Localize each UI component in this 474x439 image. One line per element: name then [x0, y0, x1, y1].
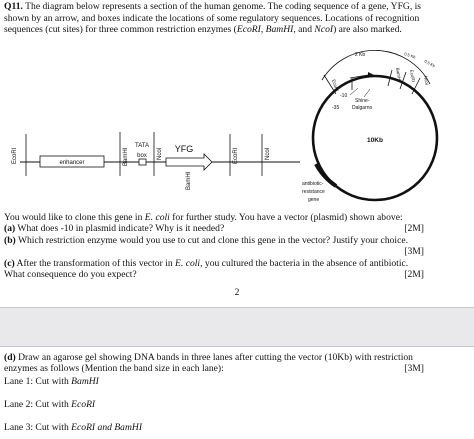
antibiotic-label-2: resistance — [302, 189, 325, 195]
site-label-bamhi-2: BamHI — [186, 171, 192, 190]
question-number: Q11. — [4, 1, 23, 12]
question-d-text-1: Draw an agarose gel showing DNA bands in three lanes after cutting the vector (10Kb) with restriction — [15, 352, 413, 363]
question-d-text-2: enzymes as follows (Mention the band size in each lane): — [4, 363, 224, 375]
intro-line-2: shown by an arrow, and boxes indicate the locations of some regulatory sequences. Locations of recognition — [4, 12, 420, 24]
shine-pointer — [364, 89, 370, 97]
plasmid-site-bamhi: BamHI — [395, 67, 403, 82]
question-c-line-2 — [4, 269, 470, 280]
tata-box — [139, 159, 146, 165]
question-d-label: (d) — [4, 352, 16, 363]
arc-small-label-1: 0.5 Kb — [403, 51, 417, 60]
question-d-line-2 — [4, 363, 470, 374]
page-break-bottom-edge — [0, 346, 474, 347]
intro-line-3: sequences (cut sites) for three common restriction enzymes ( — [4, 24, 237, 36]
question-c: (c) After the transformation of this vector in E. coli, you cultured the bacteria in the absence of antibiotic. — [4, 257, 409, 269]
question-c-label: (c) — [4, 257, 15, 269]
enhancer-label: enhancer — [59, 160, 85, 166]
minus10-label: -10 — [340, 93, 348, 99]
lane-1: Lane 1: Cut with BamHI — [4, 376, 99, 387]
site-label-ncoi: NcoI — [157, 147, 163, 160]
plasmid-size: 10Kb — [367, 137, 383, 144]
intro-ecori: EcoRI — [236, 24, 261, 36]
antibiotic-label-3: gene — [308, 197, 320, 203]
site-label-ecori-left: EcoRI — [12, 147, 18, 164]
shine-label-2: Dalgarno — [352, 105, 373, 111]
clone-intro: You would like to clone this gene in E. coli for further study. You have a vector (plasmid) shown above: — [4, 212, 403, 223]
question-b-text: Which restriction enzyme would you use to cut and clone this gene in the vector? Justify your choice. — [15, 234, 408, 246]
arc-length-label: 2 Kb — [354, 52, 366, 58]
yfg-gene-arrow — [166, 154, 212, 170]
site-label-ncoi-right: NcoI — [265, 147, 271, 160]
minus10-pointer — [350, 88, 358, 95]
question-d-marks: [3M] — [404, 363, 424, 375]
intro-bamhi: BamHI — [265, 24, 294, 36]
antibiotic-label-1: antibiotic- — [302, 181, 324, 187]
question-b — [4, 235, 470, 246]
question-b-marks-row — [4, 246, 470, 257]
intro-ncoi: NcoI — [314, 24, 334, 36]
site-label-bamhi-1: BamHI — [123, 147, 129, 166]
question-d — [4, 352, 470, 363]
tata-label-1: TATA — [135, 143, 149, 149]
minus35-label: -35 — [332, 105, 340, 111]
plasmid-site-ncoi: NcoI — [423, 75, 430, 86]
page-number: 2 — [234, 287, 240, 298]
intro-line-1: The diagram below represents a section of the human genome. The coding sequence of a gene, YFG, is — [22, 1, 422, 12]
clone-ecoli: E. coli — [144, 212, 170, 223]
yfg-label: YFG — [174, 144, 194, 154]
question-a-label: (a) — [4, 223, 16, 235]
lane-3-enzyme: EcoRI and BamHI — [71, 422, 143, 433]
genome-map — [12, 132, 300, 190]
plasmid-site-ecori-2: EcoRI — [409, 69, 417, 83]
plasmid-map — [302, 50, 437, 203]
tata-label-2: box — [137, 153, 147, 159]
lane-1-enzyme: BamHI — [71, 376, 99, 387]
site-label-ecori-right: EcoRI — [233, 147, 239, 164]
question-c-ecoli: E. coli — [175, 257, 201, 269]
shine-label-1: Shine- — [355, 98, 370, 104]
lane-3: Lane 3: Cut with EcoRI and BamHI — [4, 422, 143, 433]
question-b-label: (b) — [4, 234, 16, 246]
question-intro: Q11. The diagram below represents a section of the human genome. The coding sequence of a gene, YFG, is shown by an arrow, and boxes indicate the locations of some regulatory sequences. Locations of recognition sequences (cut sites) for three common restriction enzymes (EcoRI, BamHI, and NcoI) are also marked. — [4, 1, 422, 36]
part-d — [4, 352, 470, 375]
page-break-top-edge — [0, 307, 474, 308]
question-b-marks: [3M] — [404, 246, 424, 258]
part-abc — [4, 212, 470, 280]
lane-2: Lane 2: Cut with EcoRI — [4, 399, 96, 410]
arc-small-label-2: 0.5 Kb — [423, 58, 437, 69]
genome-and-plasmid-diagram — [0, 44, 474, 214]
question-a-marks: [2M] — [404, 223, 424, 235]
plasmid-site-ecori: EcoRI — [331, 78, 340, 92]
question-a — [4, 223, 470, 234]
question-c-marks: [2M] — [404, 269, 424, 281]
question-c-text-3: What consequence do you expect? — [4, 269, 137, 281]
question-a-text: What does -10 in plasmid indicate? Why is it needed? — [15, 223, 225, 235]
lane-2-enzyme: EcoRI — [71, 399, 96, 410]
page-break — [0, 307, 474, 347]
